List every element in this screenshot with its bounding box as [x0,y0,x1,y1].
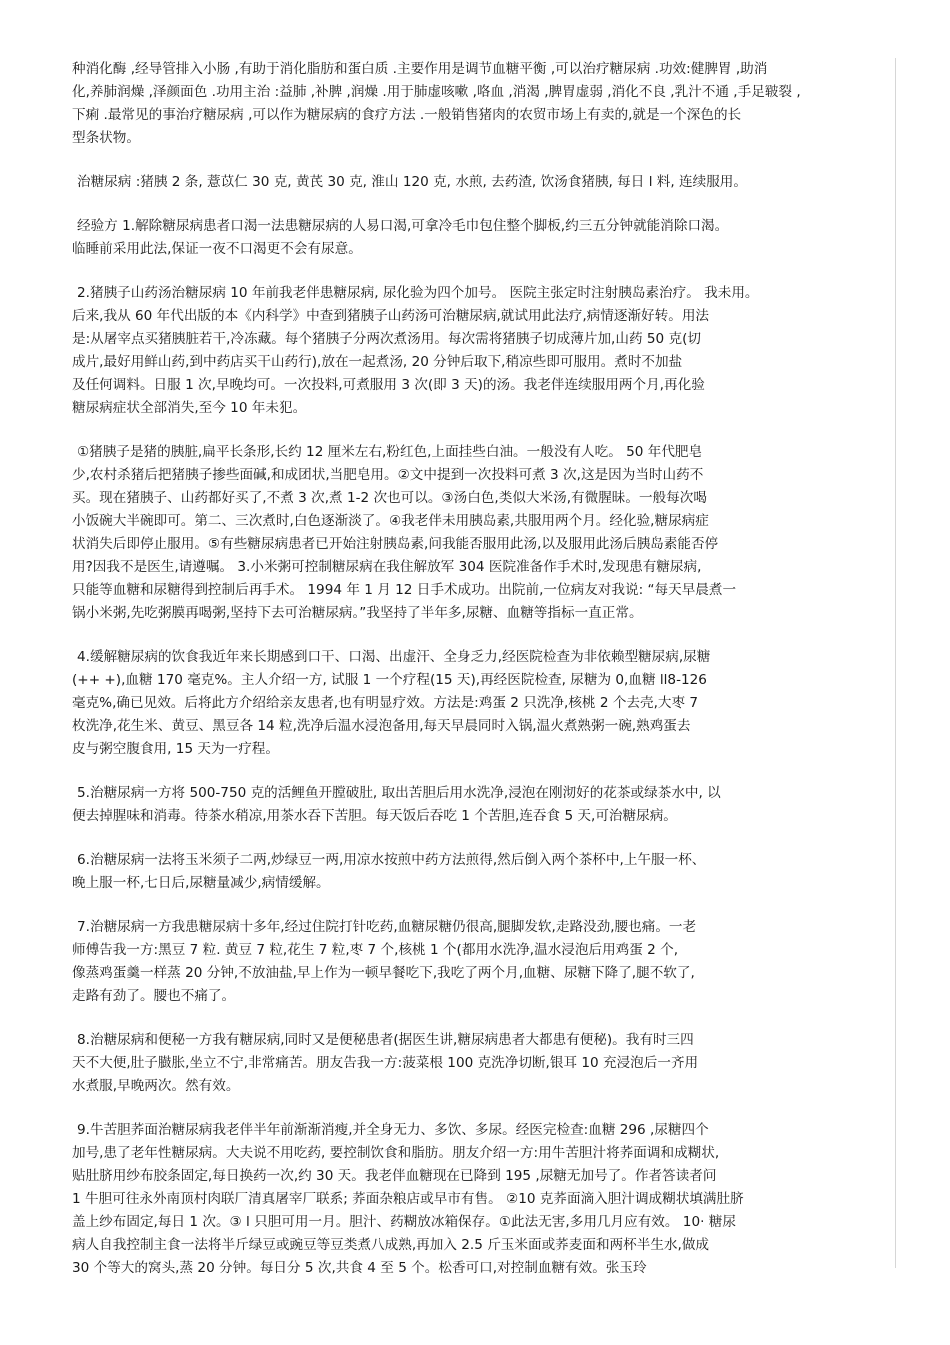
text-line: ①猪胰子是猪的胰脏,扁平长条形,长约 12 厘米左右,粉红色,上面挂些白油。一般没有人吃。 50 年代肥皂 [77,444,703,460]
text-line: 状消失后即停止服用。⑤有些糖尿病患者已开始注射胰岛素,问我能否服用此汤,以及服用此汤后胰岛素能否停 [72,536,719,552]
text-line: 便去掉腥味和消毒。待茶水稍凉,用茶水吞下苦胆。每天饭后吞吃 1 个苦胆,连吞食 5 天,可治糖尿病。 [72,808,677,824]
text-line: 后来,我从 60 年代出版的本《内科学》中查到猪胰子山药汤可治糖尿病,就试用此法疗,病情逐渐好转。用法 [72,308,710,324]
text-line: 买。现在猪胰子、山药都好买了,不煮 3 次,煮 1-2 次也可以。③汤白色,类似大米汤,有微腥昧。一般每次喝 [72,490,707,506]
text-line: 成片,最好用鲜山药,到中药店买干山药行),放在一起煮汤, 20 分钟后取下,稍凉些即可服用。煮时不加盐 [72,354,683,370]
text-line: 只能等血糖和尿糖得到控制后再手术。 1994 年 1 月 12 日手术成功。出院前,一位病友对我说: “每天早晨煮一 [72,582,737,598]
remedy-4-paragraph [72,646,894,761]
text-line: 用?因我不是医生,请遵嘱。 3.小米粥可控制糖尿病在我住解放军 304 医院准备作手术时,发现患有糖尿病, [72,559,702,575]
text-line: 像蒸鸡蛋羹一样蒸 20 分钟,不放油盐,早上作为一顿早餐吃下,我吃了两个月,血糖、尿糖下降了,腿不软了, [72,965,695,981]
text-line: 枚洗净,花生米、黄豆、黑豆各 14 粒,洗净后温水浸泡备用,每天早晨同时入锅,温火煮熟粥一碗,熟鸡蛋去 [72,718,691,734]
text-line: 天不大便,肚子臌胀,坐立不宁,非常痛苦。朋友告我一方:菠菜根 100 克洗净切断,银耳 10 充浸泡后一齐用 [72,1055,699,1071]
intro-paragraph [72,58,894,150]
text-line: 6.治糖尿病一法将玉米须子二两,炒绿豆一两,用凉水按煎中药方法煎得,然后倒入两个茶杯中,上午服一杯、 [77,852,706,868]
text-line: 经验方 1.解除糖尿病患者口渴一法患糖尿病的人易口渴,可拿冷毛巾包住整个脚板,约三五分钟就能消除口渴。 [77,218,729,234]
text-line: 8.治糖尿病和便秘一方我有糖尿病,同时又是便秘患者(据医生讲,糖尿病患者大都患有便秘)。我有时三四 [77,1032,694,1048]
text-line: 30 个等大的窝头,蒸 20 分钟。每日分 5 次,共食 4 至 5 个。松香可口,对控制血糖有效。张玉玲 [72,1260,647,1276]
remedy-8-paragraph [72,1029,894,1098]
remedy-1-paragraph [72,215,894,261]
text-line: 加号,患了老年性糖尿病。大夫说不用吃药, 要控制饮食和脂肪。朋友介绍一方:用牛苦胆汁将荞面调和成糊状, [72,1145,720,1161]
remedy-2-paragraph [72,282,894,420]
text-line: 种消化酶 ,经导管排入小肠 ,有助于消化脂肪和蛋白质 .主要作用是调节血糖平衡 ,可以治疗糖尿病 .功效:健脾胃 ,助消 [72,61,768,77]
text-line: 晚上服一杯,七日后,尿糖量减少,病情缓解。 [72,875,330,891]
text-line: 少,农村杀猪后把猪胰子掺些面碱,和成团状,当肥皂用。②文中提到一次投料可煮 3 次,这是因为当时山药不 [72,467,704,483]
text-line: 锅小米粥,先吃粥膜再喝粥,坚持下去可治糖尿病。”我坚持了半年多,尿糖、血糖等指标一直正常。 [72,605,643,621]
text-line: 水煮服,早晚两次。然有效。 [72,1078,240,1094]
recipe-paragraph [72,171,894,194]
text-line: 临睡前采用此法,保证一夜不口渴更不会有尿意。 [72,241,362,257]
text-line: 糖尿病症状全部消失,至今 10 年未犯。 [72,400,307,416]
remedy-2-notes-paragraph [72,441,894,625]
text-line: 是:从屠宰点买猪胰脏若干,冷冻藏。每个猪胰子分两次煮汤用。每次需将猪胰子切成薄片加,山药 50 克(切 [72,331,701,347]
text-line: 贴肚脐用纱布胶条固定,每日换药一次,约 30 天。我老伴血糖现在已降到 195 ,尿糖无加号了。作者答读者问 [72,1168,717,1184]
text-line: 1 牛胆可往永外南顶村肉联厂清真屠宰厂联系; 荞面杂粮店或早市有售。 ②10 克荞面滴入胆汁调成糊状填满肚脐 [72,1191,744,1207]
text-line: 小饭碗大半碗即可。第二、三次煮时,白色逐渐淡了。④我老伴未用胰岛素,共服用两个月。经化验,糖尿病症 [72,513,709,529]
remedy-9-paragraph [72,1119,894,1280]
text-line: 下痢 .最常见的事治疗糖尿病 ,可以作为糖尿病的食疗方法 .一般销售猪肉的农贸市场上有卖的,就是一个深色的长 [72,107,742,123]
text-line: 化,养肺润燥 ,泽颜面色 .功用主治 :益肺 ,补脾 ,润燥 .用于肺虚咳嗽 ,咯血 ,消渴 ,脾胃虚弱 ,消化不良 ,乳汁不通 ,手足皲裂 , [72,84,801,100]
text-line: 治糖尿病 :猪胰 2 条, 薏苡仁 30 克, 黄芪 30 克, 淮山 120 克, 水煎, 去药渣, 饮汤食猪胰, 每日 l 料, 连续服用。 [77,174,747,190]
document-page [72,58,894,1301]
page-edge-rule [895,58,896,1268]
text-line: 型条状物。 [72,130,140,146]
text-line: (++ +),血糖 170 毫克%。主人介绍一方, 试服 1 一个疗程(15 天),再经医院检查, 尿糖为 0,血糖 ll8-126 [72,672,707,688]
text-line: 4.缓解糖尿病的饮食我近年来长期感到口干、口渴、出虚汗、全身乏力,经医院检查为非依赖型糖尿病,尿糖 [77,649,711,665]
text-line: 及任何调料。日服 1 次,早晚均可。一次投料,可煮服用 3 次(即 3 天)的汤。我老伴连续服用两个月,再化验 [72,377,705,393]
text-line: 7.治糖尿病一方我患糖尿病十多年,经过住院打针吃药,血糖尿糖仍很高,腿脚发软,走路没劲,腰也痛。一老 [77,919,697,935]
text-line: 皮与粥空腹食用, 15 天为一疗程。 [72,741,279,757]
text-line: 师傅告我一方:黑豆 7 粒. 黄豆 7 粒,花生 7 粒,枣 7 个,核桃 1 个(都用水洗净,温水浸泡后用鸡蛋 2 个, [72,942,679,958]
text-line: 盖上纱布固定,每日 1 次。③ l 只胆可用一月。胆汁、药糊放冰箱保存。①此法无害,多用几月应有效。 10· 糖尿 [72,1214,736,1230]
text-line: 9.牛苦胆荞面治糖尿病我老伴半年前渐渐消瘦,并全身无力、多饮、多尿。经医完检查:血糖 296 ,尿糖四个 [77,1122,709,1138]
remedy-5-paragraph [72,782,894,828]
text-line: 2.猪胰子山药汤治糖尿病 10 年前我老伴患糖尿病, 尿化验为四个加号。 医院主张定时注射胰岛素治疗。 我未用。 [77,285,759,301]
text-line: 病人自我控制主食一法将半斤绿豆或豌豆等豆类煮八成熟,再加入 2.5 斤玉米面或荞麦面和两杯半生水,做成 [72,1237,710,1253]
text-line: 毫克%,确已见效。后将此方介绍给亲友患者,也有明显疗效。方法是:鸡蛋 2 只洗净,核桃 2 个去壳,大枣 7 [72,695,699,711]
text-line: 走路有劲了。腰也不痛了。 [72,988,236,1004]
remedy-6-paragraph [72,849,894,895]
remedy-7-paragraph [72,916,894,1008]
text-line: 5.治糖尿病一方将 500-750 克的活鲤鱼开膛破肚, 取出苦胆后用水洗净,浸泡在刚沏好的花茶或绿茶水中, 以 [77,785,721,801]
